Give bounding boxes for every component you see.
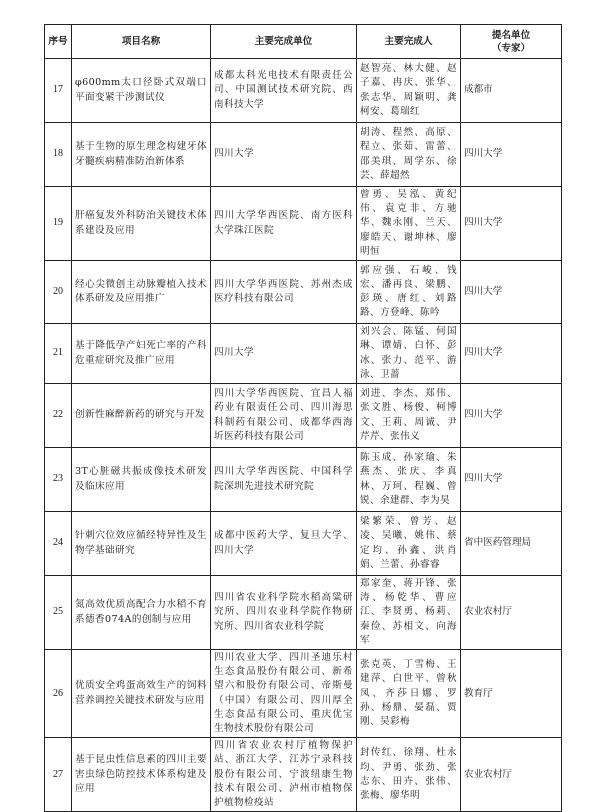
- row-number: 20: [45, 261, 72, 324]
- project-name: 基于生物的原生理念构建牙体牙髓疾病精准防治新体系: [72, 123, 211, 187]
- row-number: 26: [45, 650, 72, 738]
- table-row: [45, 384, 562, 448]
- project-name: 创新性麻醉新药的研究与开发: [72, 384, 211, 448]
- nominating-unit: 省中医药管理局: [461, 512, 562, 576]
- completing-units: 四川省农业农村厅植物保护站、浙江大学、江苏宁录科技股份有限公司、宁波纽康生物技术有限公司、泸州市植物保护植物检疫站: [211, 738, 357, 812]
- header-nominator: 提名单位 （专家）: [461, 25, 562, 59]
- row-number: 21: [45, 324, 72, 384]
- nominating-unit: 四川大学: [461, 324, 562, 384]
- row-number: 19: [45, 187, 72, 261]
- row-number: 27: [45, 738, 72, 812]
- completing-people: 郑家奎、蒋开锋、张涛、杨乾华、曹应江、李贤勇、杨莉、秦俭、苏相文、向海军: [357, 576, 461, 650]
- project-name: 3T心脏磁共振成像技术研发及临床应用: [72, 448, 211, 512]
- row-number: 24: [45, 512, 72, 576]
- row-number: 18: [45, 123, 72, 187]
- completing-units: 四川农业大学、四川圣迪乐村生态食品股份有限公司、新希望六和股份有限公司、帝斯曼（中国）有限公司、四川厚全生态食品有限公司、重庆优宝生物技术股份有限公司: [211, 650, 357, 738]
- header-project: 项目名称: [72, 25, 211, 59]
- table-row: [45, 324, 562, 384]
- table-row: [45, 187, 562, 261]
- completing-people: 陈玉成、孙家瑜、朱燕杰、张庆、李真林、万珂、程巍、曾锐、余建群、李为昊: [357, 448, 461, 512]
- completing-people: 刘进、李杰、郑伟、张文胜、杨俊、柯博文、王莉、周诚、尹芹芹、张伟义: [357, 384, 461, 448]
- nominating-unit: 四川大学: [461, 123, 562, 187]
- project-name: 经心尖微创主动脉瓣植入技术体系研发及应用推广: [72, 261, 211, 324]
- completing-people: 胡涛、程然、高原、程立、张茹、雷蕾、邵美琪、周学东、徐芸、薛超然: [357, 123, 461, 187]
- header-no: 序号: [45, 25, 72, 59]
- nominating-unit: 四川大学: [461, 448, 562, 512]
- completing-people: 封传红、徐翔、杜永均、尹勇、张劲、张志东、田卉、张伟、张梅、廖华明: [357, 738, 461, 812]
- table-row: [45, 123, 562, 187]
- table-row: [45, 261, 562, 324]
- header-row: [45, 25, 562, 59]
- completing-units: 四川大学华西医院、苏州杰成医疗科技有限公司: [211, 261, 357, 324]
- nominating-unit: 成都市: [461, 59, 562, 123]
- awards-table: [44, 24, 562, 812]
- completing-people: 刘兴会、陈锰、何国琳、谭婧、白怀、彭冰、张力、范平、游泳、卫蔷: [357, 324, 461, 384]
- table-row: [45, 512, 562, 576]
- project-name: φ600mm太口径卧式双端口平面变紧干涉测试仪: [72, 59, 211, 123]
- completing-people: 曾勇、吴泓、黄纪伟、袁克非、方驰华、魏永刚、兰天、廖皓天、谢坤林、廖明恒: [357, 187, 461, 261]
- completing-units: 四川大学: [211, 324, 357, 384]
- completing-people: 张克英、丁雪梅、王建萍、白世平、曾秋凤、齐莎日娜、罗孙、杨鼎、晏磊、贾刚、吴彩梅: [357, 650, 461, 738]
- nominating-unit: 四川大学: [461, 384, 562, 448]
- project-name: 针刺穴位效应循经特异性及生物学基础研究: [72, 512, 211, 576]
- table-row: [45, 59, 562, 123]
- nominating-unit: 四川大学: [461, 261, 562, 324]
- completing-units: 成都中医药大学、复旦大学、四川大学: [211, 512, 357, 576]
- row-number: 25: [45, 576, 72, 650]
- completing-people: 梁繁荣、曾芳、赵凌、吴曦、姚伟、蔡定均、孙鑫、洪肖娟、兰蕾、孙睿睿: [357, 512, 461, 576]
- header-people: 主要完成人: [357, 25, 461, 59]
- row-number: 23: [45, 448, 72, 512]
- completing-people: 郭应强、石峻、钱宏、潘再良、梁鹏、彭瑛、唐红、刘路路、方登峰、陈吟: [357, 261, 461, 324]
- row-number: 17: [45, 59, 72, 123]
- project-name: 优质安全鸡蛋高效生产的饲料营养调控关键技术研发与应用: [72, 650, 211, 738]
- project-name: 氮高效优质高配合力水稻不育系德香074A的创制与应用: [72, 576, 211, 650]
- nominating-unit: 教育厅: [461, 650, 562, 738]
- completing-units: 四川大学: [211, 123, 357, 187]
- table-row: [45, 576, 562, 650]
- awards-sheet: [44, 24, 562, 812]
- table-row: [45, 448, 562, 512]
- project-name: 基于降低孕产妇死亡率的产科危重症研究及推广应用: [72, 324, 211, 384]
- completing-units: 四川大学华西医院、南方医科大学珠江医院: [211, 187, 357, 261]
- nominating-unit: 四川大学: [461, 187, 562, 261]
- completing-units: 四川省农业科学院水稻高粱研究所、四川农业科学院作物研究所、四川省农业科学院: [211, 576, 357, 650]
- table-row: [45, 738, 562, 812]
- completing-units: 四川大学华西医院、中国科学院深圳先进技术研究院: [211, 448, 357, 512]
- table-row: [45, 650, 562, 738]
- project-name: 肝癌复发外科防治关键技术体系建设及应用: [72, 187, 211, 261]
- row-number: 22: [45, 384, 72, 448]
- header-units: 主要完成单位: [211, 25, 357, 59]
- completing-units: 成都太科光电技术有限责任公司、中国测试技术研究院、西南科技大学: [211, 59, 357, 123]
- nominating-unit: 农业农村厅: [461, 738, 562, 812]
- completing-units: 四川大学华西医院、宜昌人福药业有限责任公司、四川海思科制药有限公司、成都华西海圻医药科技有限公司: [211, 384, 357, 448]
- nominating-unit: 农业农村厅: [461, 576, 562, 650]
- project-name: 基于昆虫性信息素的四川主要害虫绿色防控技术体系构建及应用: [72, 738, 211, 812]
- completing-people: 赵智亮、林大健、赵子嘉、冉庆、张华、张志华、周颖明、龚柯安、葛瑞红: [357, 59, 461, 123]
